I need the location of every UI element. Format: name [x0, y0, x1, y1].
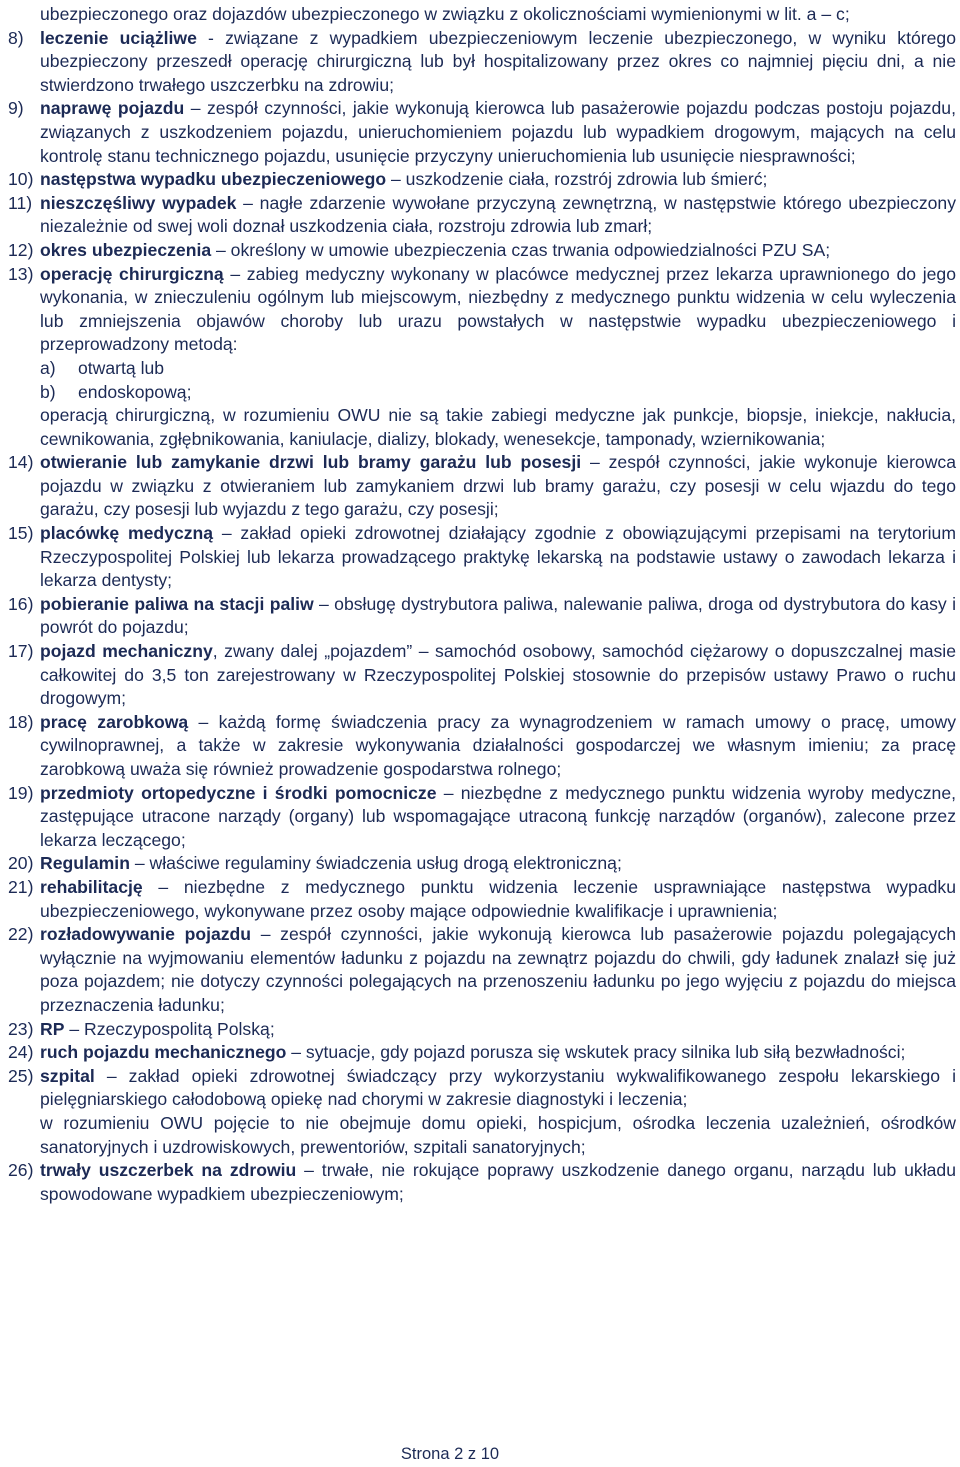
definition-subitem: [40, 357, 956, 381]
definition-term: pracę zarobkową: [40, 711, 189, 732]
definition-term: naprawę pojazdu: [40, 98, 185, 119]
definition-item: [8, 640, 956, 711]
definition-body: – właściwe regulaminy świadczenia usług drogą elektroniczną;: [129, 853, 622, 874]
definition-term: ruch pojazdu mechanicznego: [40, 1042, 287, 1063]
definition-text: [40, 593, 956, 640]
definition-item: [8, 1041, 956, 1065]
definition-text: [40, 782, 956, 853]
definition-body: – Rzeczypospolitą Polską;: [64, 1018, 275, 1039]
definition-number: 19): [8, 782, 34, 803]
definition-number: 24): [8, 1042, 34, 1063]
definition-note: w rozumieniu OWU pojęcie to nie obejmuje domu opieki, hospicjum, ośrodka leczenia uzależnień, ośrodków sanatoryjnych i uzdrowiskowych, prewentoriów, szpitali sanatoryjnych;: [40, 1112, 956, 1157]
definition-item: [8, 923, 956, 1017]
definition-item: [8, 168, 956, 192]
definition-body: – nagłe zdarzenie wywołane przyczyną zewnętrzną, w następstwie którego ubezpieczony niezależnie od swej woli doznał uszkodzenia ciała, rozstroju zdrowia lub zmarł;: [40, 192, 957, 237]
definition-body: – zakład opieki zdrowotnej świadczący przy wykorzystaniu wykwalifikowanego zespołu lekarskiego i pielęgniarskiego całodobową opiekę nad chorymi w zakresie diagnostyki i leczenia;: [40, 1065, 956, 1110]
definition-term: następstwa wypadku ubezpieczeniowego: [40, 169, 387, 190]
definition-number: 25): [8, 1065, 34, 1086]
subitem-label: b): [40, 381, 56, 402]
definition-body: – uszkodzenie ciała, rozstrój zdrowia lub śmierć;: [386, 169, 768, 190]
definition-text: [40, 1159, 956, 1206]
definition-number: 18): [8, 711, 34, 732]
definition-number: 11): [8, 192, 33, 213]
definition-text: [40, 97, 956, 168]
definition-number: 23): [8, 1018, 34, 1039]
definition-number: 8): [8, 27, 24, 48]
definition-body: – zespół czynności, jakie wykonują kierowca lub pasażerowie pojazdu polegających wyłącznie na wyjmowaniu elementów ładunku z pojazdu na zewnątrz pojazdu do chwili, gdy ładunek znalazł się już poza pojazdem; nie dotyczy czynności polegających na przenoszeniu ładunku po jego wyjęciu z pojazdu do miejsca przeznaczenia ładunku;: [40, 924, 956, 1015]
definition-term: pobieranie paliwa na stacji paliw: [40, 593, 314, 614]
subitem-text: endoskopową;: [78, 381, 192, 402]
definition-text: [40, 711, 956, 782]
definition-item: [8, 451, 956, 522]
definition-term: nieszczęśliwy wypadek: [40, 192, 237, 213]
definition-number: 22): [8, 924, 34, 945]
definition-item: [8, 263, 956, 357]
definition-term: rehabilitację: [40, 876, 143, 897]
definition-term: okres ubezpieczenia: [40, 239, 212, 260]
definition-number: 12): [8, 239, 34, 260]
definition-item: [8, 876, 956, 923]
definition-number: 15): [8, 523, 34, 544]
page-footer: Strona 2 z 10: [400, 1445, 500, 1463]
definition-term: szpital: [40, 1065, 95, 1086]
subitem-text: otwartą lub: [78, 357, 165, 378]
definition-item: [8, 711, 956, 782]
definition-text: [40, 876, 956, 923]
definition-note: operacją chirurgiczną, w rozumieniu OWU nie są takie zabiegi medyczne jak punkcje, biopsje, iniekcje, nakłucia, cewnikowania, zgłębnikowania, kaniulacje, dializy, blokady, wenesekcje, tamponady, wziernikowania;: [40, 405, 956, 449]
definition-number: 9): [8, 98, 24, 119]
definition-item: [8, 852, 956, 876]
definition-body: – niezbędne z medycznego punktu widzenia wyroby medyczne, zastępujące utracone narządy (organy) lub wspomagające utraconą funkcję narządów (organów), zalecone przez lekarza leczącego;: [40, 782, 956, 850]
definition-text: [40, 522, 956, 593]
definition-term: przedmioty ortopedyczne i środki pomocnicze: [40, 782, 437, 803]
definition-text: [40, 27, 956, 98]
definition-term: leczenie uciążliwe: [40, 27, 197, 48]
definition-item: [8, 593, 956, 640]
definition-text: [40, 263, 956, 357]
definition-term: operację chirurgiczną: [40, 263, 224, 284]
definition-text: [40, 852, 956, 876]
definition-item: [8, 97, 956, 168]
intro-continuation: ubezpieczonego oraz dojazdów ubezpieczonego w związku z okolicznościami wymienionymi w lit. a – c;: [40, 4, 850, 24]
definition-body: – określony w umowie ubezpieczenia czas trwania odpowiedzialności PZU SA;: [211, 239, 831, 260]
definition-term: trwały uszczerbek na zdrowiu: [40, 1160, 297, 1181]
subitem-label: a): [40, 357, 56, 378]
definition-subitem: [40, 381, 956, 405]
definition-body: – zabieg medyczny wykonany w placówce medycznej przez lekarza uprawnionego do jego wykonania, w znieczuleniu ogólnym lub miejscowym, niezbędny z medycznego punktu widzenia w celu wyleczenia lub zmniejszenia objawów choroby lub urazu powstałych w następstwie wypadku ubezpieczeniowego i przeprowadzony metodą:: [40, 263, 956, 355]
definition-term: pojazd mechaniczny: [40, 641, 213, 662]
definition-term: otwieranie lub zamykanie drzwi lub bramy garażu lub posesji: [40, 452, 582, 473]
definition-term: RP: [40, 1018, 65, 1039]
definition-text: [40, 640, 956, 711]
definition-body: – każdą formę świadczenia pracy za wynagrodzeniem w ramach umowy o pracę, umowy cywilnoprawnej, a także w zakresie wykonywania działalności gospodarczej we własnym imieniu; za pracę zarobkową uważa się również prowadzenie gospodarstwa rolnego;: [40, 711, 956, 779]
definition-text: [40, 1018, 956, 1042]
definition-term: placówkę medyczną: [40, 523, 214, 544]
definition-text: [40, 1065, 956, 1112]
definition-number: 13): [8, 263, 34, 284]
definition-number: 14): [8, 452, 34, 473]
definition-text: [40, 1041, 956, 1065]
definition-text: [40, 451, 956, 522]
definitions-list: [8, 27, 956, 1207]
definition-item: [8, 239, 956, 263]
definition-item: [8, 192, 956, 239]
definition-item: [8, 782, 956, 853]
definition-number: 20): [8, 853, 34, 874]
definition-body: – sytuacje, gdy pojazd porusza się wskutek pracy silnika lub siłą bezwładności;: [286, 1042, 906, 1063]
definitions-content: [8, 3, 956, 1206]
definition-body: – zakład opieki zdrowotnej działający zgodnie z obowiązującymi przepisami na terytorium Rzeczypospolitej Polskiej lub lekarza prowadzącego praktykę lekarską na podstawie ustawy o zawodach lekarza i lekarza dentysty;: [40, 523, 956, 591]
definition-item: [8, 27, 956, 98]
definition-body: – obsługę dystrybutora paliwa, nalewanie paliwa, droga od dystrybutora do kasy i powrót do pojazdu;: [40, 593, 956, 638]
definition-item: [8, 1065, 956, 1112]
definition-number: 17): [8, 641, 34, 662]
definition-body: , zwany dalej „pojazdem” – samochód osobowy, samochód ciężarowy o dopuszczalnej masie całkowitej do 3,5 ton zarejestrowany w Rzeczypospolitej Polskiej stosownie do przepisów ustawy Prawo o ruchu drogowym;: [40, 641, 956, 709]
definition-body: - związane z wypadkiem ubezpieczeniowym leczenie ubezpieczonego, w wyniku którego ubezpieczony przeszedł operację chirurgiczną lub był hospitalizowany przez okres co najmniej pięciu dni, a nie stwierdzono trwałego uszczerbku na zdrowiu;: [40, 27, 956, 95]
definition-term: Regulamin: [40, 853, 130, 874]
definition-body: – zespół czynności, jakie wykonuje kierowca pojazdu w związku z otwieraniem lub zamykaniem drzwi lub bramy garażu, czy posesji w celu wjazdu do tego garażu, czy posesji lub wyjazdu z tego garażu, czy posesji;: [40, 452, 956, 520]
definition-body: – zespół czynności, jakie wykonują kierowca lub pasażerowie pojazdu podczas postoju pojazdu, związanych z uszkodzeniem pojazdu, unieruchomieniem pojazdu lub wypadkiem drogowym, mających na celu kontrolę stanu technicznego pojazdu, usunięcie przyczyny unieruchomienia lub usunięcie niesprawności;: [40, 98, 956, 166]
definition-number: 10): [8, 169, 34, 190]
definition-term: rozładowywanie pojazdu: [40, 924, 252, 945]
definition-number: 21): [8, 876, 34, 897]
definition-text: [40, 239, 956, 263]
definition-body: – trwałe, nie rokujące poprawy uszkodzenie danego organu, narządu lub układu spowodowane wypadkiem ubezpieczeniowym;: [40, 1160, 956, 1204]
definition-text: [40, 168, 956, 192]
definition-number: 16): [8, 593, 34, 614]
definition-number: 26): [8, 1160, 34, 1181]
definition-text: [40, 192, 956, 239]
definition-body: – niezbędne z medycznego punktu widzenia leczenie usprawniające następstwa wypadku ubezpieczeniowego, wykonywane przez osoby mające odpowiednie kwalifikacje i uprawnienia;: [40, 876, 956, 921]
definition-text: [40, 923, 956, 1017]
definition-item: [8, 1159, 956, 1206]
definition-item: [8, 1018, 956, 1042]
definition-item: [8, 522, 956, 593]
